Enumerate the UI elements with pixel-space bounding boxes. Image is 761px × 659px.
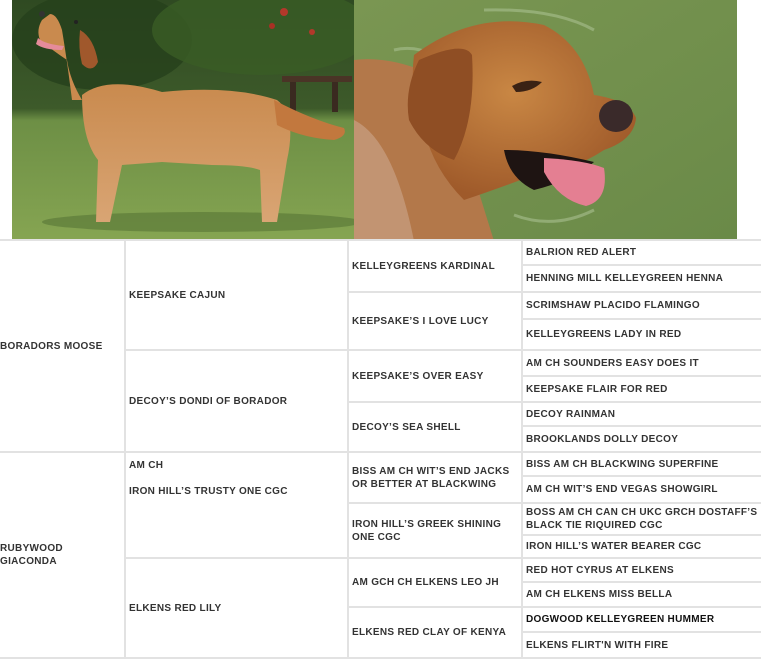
dog-title: AM CH bbox=[129, 460, 164, 471]
dog-name: AM CH SOUNDERS EASY DOES IT bbox=[526, 357, 699, 369]
pedigree-gen3-3 bbox=[347, 351, 521, 403]
dog-name: ELKENS FLIRT'N WITH FIRE bbox=[526, 639, 669, 651]
dog-name: BALRION RED ALERT bbox=[526, 247, 637, 258]
pedigree-gen4-3 bbox=[521, 293, 761, 320]
dog-name: BROOKLANDS DOLLY DECOY bbox=[526, 433, 679, 445]
pedigree-gen4-8 bbox=[521, 427, 761, 453]
pedigree-gen3-7 bbox=[347, 559, 521, 608]
dog-name: IRON HILL’S WATER BEARER CGC bbox=[526, 541, 702, 552]
dog-name: BISS AM CH WIT’S END JACKS OR BETTER AT BLACKWING bbox=[352, 465, 510, 490]
dog-name: AM CH WIT’S END VEGAS SHOWGIRL bbox=[526, 484, 718, 495]
pedigree-table bbox=[0, 241, 761, 657]
dog-standing-photo bbox=[12, 0, 354, 241]
dog-name: ELKENS RED LILY bbox=[129, 602, 222, 614]
pedigree-gen3-4 bbox=[347, 403, 521, 453]
dog-name: KEEPSAKE’S I LOVE LUCY bbox=[352, 315, 489, 327]
pedigree-grandsire-maternal bbox=[124, 453, 347, 559]
pedigree-granddam-paternal bbox=[124, 351, 347, 453]
pedigree-gen4-6 bbox=[521, 377, 761, 403]
dog-head-photo bbox=[354, 0, 737, 241]
pedigree-gen4-11 bbox=[521, 504, 761, 536]
dog-name: RUBYWOOD GIACONDA bbox=[0, 543, 63, 567]
dog-name: AM CH ELKENS MISS BELLA bbox=[526, 589, 673, 600]
dog-name: BORADORS MOOSE bbox=[0, 340, 103, 352]
photo-strip bbox=[0, 0, 761, 241]
pedigree-gen4-16 bbox=[521, 633, 761, 659]
pedigree-gen4-9 bbox=[521, 453, 761, 477]
dog-name: SCRIMSHAW PLACIDO FLAMINGO bbox=[526, 300, 700, 311]
pedigree-gen3-5 bbox=[347, 453, 521, 504]
dog-name: DECOY’S DONDI OF BORADOR bbox=[129, 395, 288, 407]
pedigree-gen3-1 bbox=[347, 241, 521, 293]
dog-name: KEEPSAKE’S OVER EASY bbox=[352, 370, 484, 382]
dog-name: IRON HILL’S TRUSTY ONE CGC bbox=[129, 486, 288, 497]
pedigree-dam bbox=[0, 453, 124, 659]
dog-name: KEEPSAKE FLAIR FOR RED bbox=[526, 383, 668, 395]
pedigree-grandsire-paternal bbox=[124, 241, 347, 351]
dog-name: HENNING MILL KELLEYGREEN HENNA bbox=[526, 273, 724, 284]
pedigree-granddam-maternal bbox=[124, 559, 347, 659]
dog-name: ELKENS RED CLAY OF KENYA bbox=[352, 627, 507, 638]
dog-name: DECOY’S SEA SHELL bbox=[352, 421, 461, 433]
pedigree-gen4-15 bbox=[521, 608, 761, 633]
pedigree-gen4-13 bbox=[521, 559, 761, 583]
dog-name: DECOY RAINMAN bbox=[526, 408, 616, 420]
pedigree-gen4-14 bbox=[521, 583, 761, 608]
pedigree-gen4-5 bbox=[521, 351, 761, 377]
pedigree-sire bbox=[0, 241, 124, 453]
dog-name: KELLEYGREENS LADY IN RED bbox=[526, 329, 682, 340]
pedigree-gen4-7 bbox=[521, 403, 761, 427]
pedigree-gen4-4 bbox=[521, 320, 761, 351]
dog-name: KEEPSAKE CAJUN bbox=[129, 289, 226, 301]
pedigree-gen4-2 bbox=[521, 266, 761, 293]
dog-name: KELLEYGREENS KARDINAL bbox=[352, 260, 495, 272]
dog-name: BISS AM CH BLACKWING SUPERFINE bbox=[526, 458, 719, 470]
pedigree-gen4-12 bbox=[521, 536, 761, 559]
pedigree-gen4-1 bbox=[521, 241, 761, 266]
pedigree-gen3-2 bbox=[347, 293, 521, 351]
pedigree-gen3-8 bbox=[347, 608, 521, 659]
dog-name: AM GCH CH ELKENS LEO JH bbox=[352, 577, 499, 588]
pedigree-gen4-10 bbox=[521, 477, 761, 504]
dog-name: BOSS AM CH CAN CH UKC GRCH DOSTAFF’S BLACK TIE RIQUIRED CGC bbox=[526, 507, 758, 531]
dog-name: DOGWOOD KELLEYGREEN HUMMER bbox=[526, 614, 715, 625]
dog-name: RED HOT CYRUS AT ELKENS bbox=[526, 564, 675, 576]
pedigree-gen3-6 bbox=[347, 504, 521, 559]
dog-name: IRON HILL’S GREEK SHINING ONE CGC bbox=[352, 518, 502, 543]
